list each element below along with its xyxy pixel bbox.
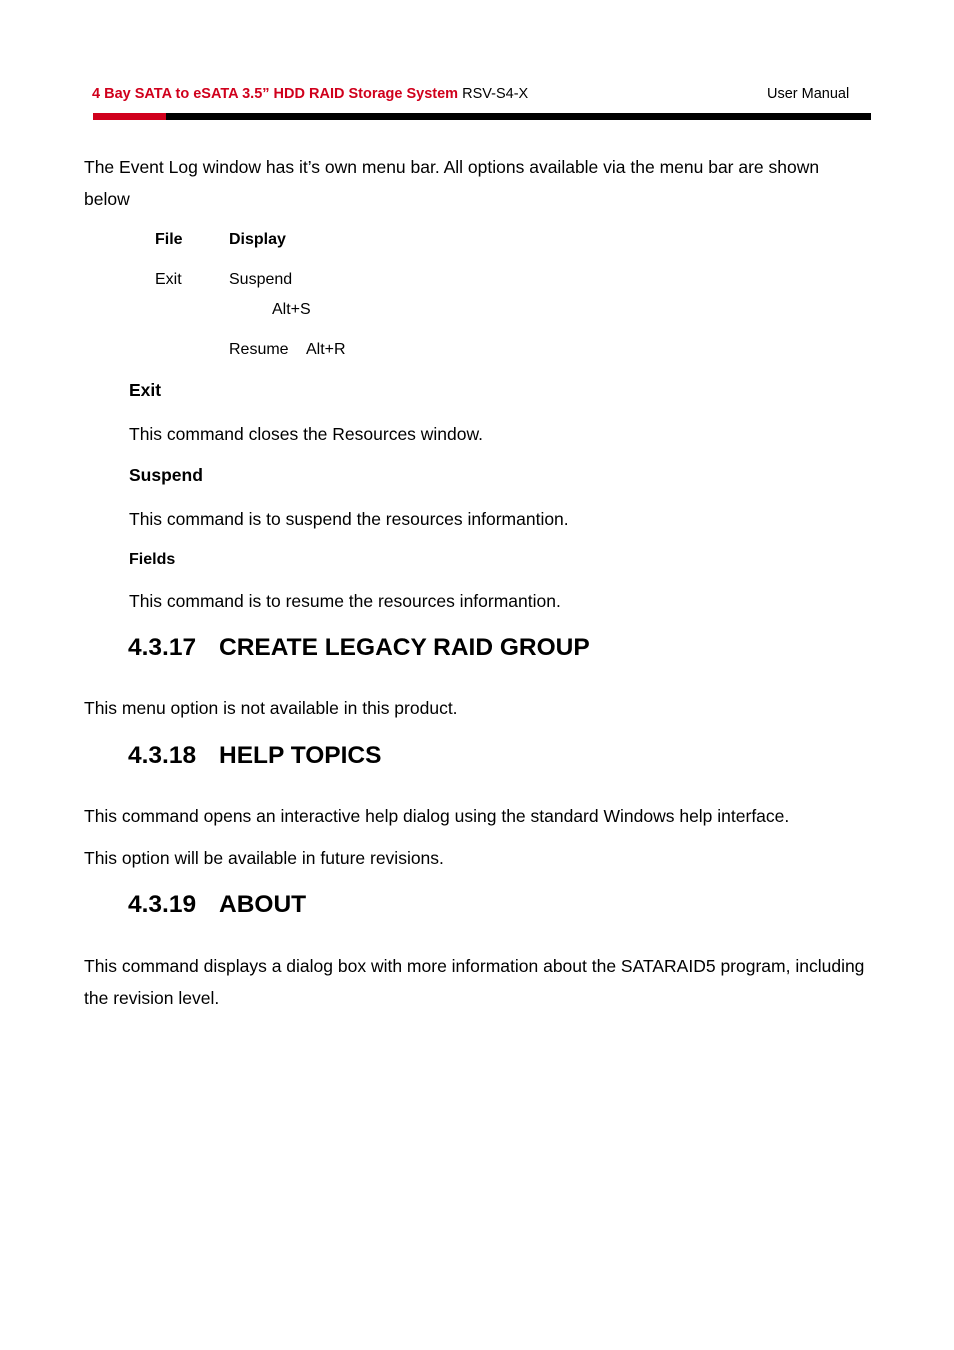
menu-heading-display: Display (229, 231, 286, 248)
command-text-fields: This command is to resume the resources informantion. (129, 591, 561, 611)
command-title-suspend: Suspend (129, 465, 203, 485)
header-rule-accent (93, 113, 166, 120)
command-text-exit: This command closes the Resources window. (129, 424, 484, 444)
section-title: HELP TOPICS (219, 742, 382, 769)
section-heading (128, 742, 381, 770)
command-text-suspend: This command is to suspend the resources informantion. (129, 509, 569, 529)
section-number: 4.3.19 (128, 891, 197, 918)
menu-heading-file: File (155, 231, 183, 248)
section-paragraph: This option will be available in future revisions. (84, 848, 444, 868)
menu-shortcut-suspend: Alt+S (272, 301, 311, 318)
command-title-fields: Fields (129, 551, 176, 568)
section-paragraph: This command opens an interactive help dialog using the standard Windows help interface. (84, 806, 790, 826)
section-paragraph: This command displays a dialog box with more information about the SATARAID5 program, including the revision level. (84, 956, 865, 1008)
section-paragraph: This menu option is not available in this product. (84, 698, 458, 718)
menu-item-suspend: Suspend (229, 271, 293, 288)
header-rule (166, 113, 871, 120)
document-type: User Manual (767, 86, 850, 102)
section-heading (128, 634, 590, 662)
section-title: CREATE LEGACY RAID GROUP (219, 634, 590, 661)
product-title: 4 Bay SATA to eSATA 3.5” HDD RAID Storage System (92, 86, 459, 102)
section-number: 4.3.17 (128, 634, 197, 661)
section-heading (128, 891, 306, 919)
model-number: RSV-S4-X (462, 86, 529, 102)
command-title-exit: Exit (129, 380, 162, 400)
menu-item-exit: Exit (155, 271, 182, 288)
document-header-title (92, 86, 528, 102)
menu-item-resume: Resume (229, 341, 289, 358)
intro-paragraph: The Event Log window has it’s own menu bar. All options available via the menu bar are shown below (84, 157, 820, 209)
section-number: 4.3.18 (128, 742, 197, 769)
menu-shortcut-resume: Alt+R (306, 341, 346, 358)
section-title: ABOUT (219, 891, 307, 918)
